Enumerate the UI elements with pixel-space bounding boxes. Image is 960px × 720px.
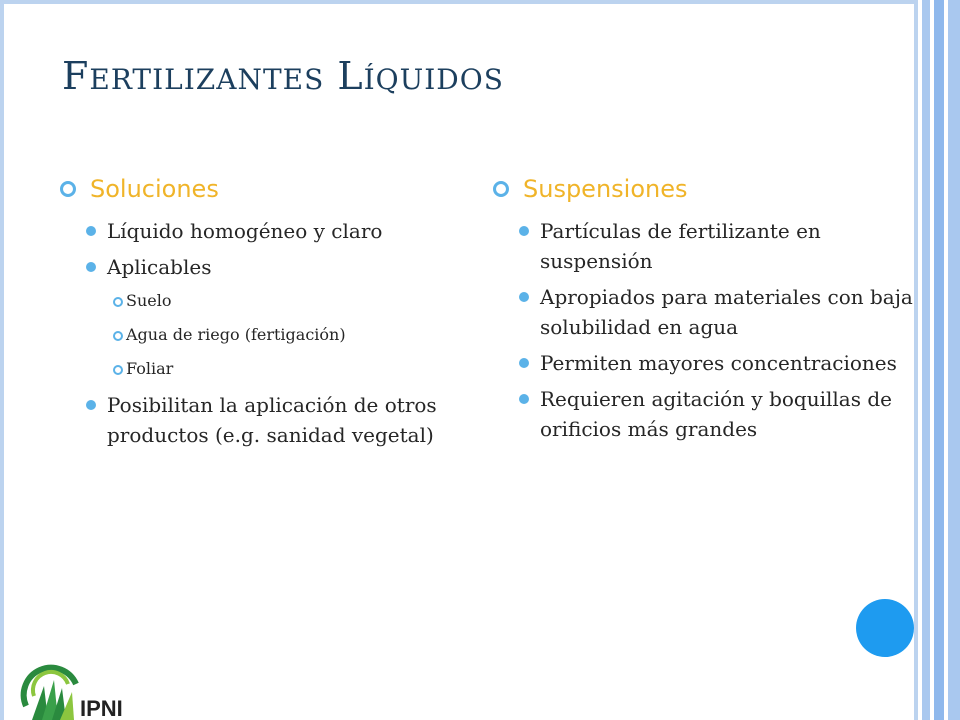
small-ring-bullet-icon [113, 331, 123, 341]
list-item: Permiten mayores concentraciones [519, 348, 913, 378]
left-column [60, 172, 480, 456]
top-border [0, 0, 918, 4]
dot-bullet-icon [519, 226, 529, 236]
dot-bullet-icon [519, 394, 529, 404]
right-bullet-list [519, 216, 913, 444]
decorative-circle [856, 599, 914, 657]
list-item: Aplicables Suelo Agua de riego (fertigación) Foliar [86, 252, 480, 386]
left-border [0, 0, 4, 720]
right-heading: Suspensiones [493, 172, 913, 206]
dot-bullet-icon [519, 292, 529, 302]
small-ring-bullet-icon [113, 365, 123, 375]
list-item: Líquido homogéneo y claro [86, 216, 480, 246]
left-bullet-list [86, 216, 480, 450]
small-ring-bullet-icon [113, 297, 123, 307]
left-heading: Soluciones [60, 172, 480, 206]
sub-list-item: Suelo [107, 284, 480, 318]
ring-bullet-icon [493, 181, 509, 197]
sub-list [107, 284, 480, 386]
decorative-stripes [922, 0, 960, 720]
dot-bullet-icon [86, 226, 96, 236]
dot-bullet-icon [519, 358, 529, 368]
list-item: Posibilitan la aplicación de otros productos (e.g. sanidad vegetal) [86, 390, 480, 450]
list-item: Partículas de fertilizante en suspensión [519, 216, 913, 276]
sub-list-item: Foliar [107, 352, 480, 386]
dot-bullet-icon [86, 400, 96, 410]
list-item: Requieren agitación y boquillas de orificios más grandes [519, 384, 913, 444]
sub-list-item: Agua de riego (fertigación) [107, 318, 480, 352]
right-border [914, 0, 918, 720]
slide-title: FERTILIZANTES LÍQUIDOS [62, 54, 504, 98]
right-column [493, 172, 913, 450]
ring-bullet-icon [60, 181, 76, 197]
ipni-logo [10, 640, 170, 720]
logo-text: IPNI [80, 696, 123, 720]
list-item: Apropiados para materiales con baja solubilidad en agua [519, 282, 913, 342]
dot-bullet-icon [86, 262, 96, 272]
